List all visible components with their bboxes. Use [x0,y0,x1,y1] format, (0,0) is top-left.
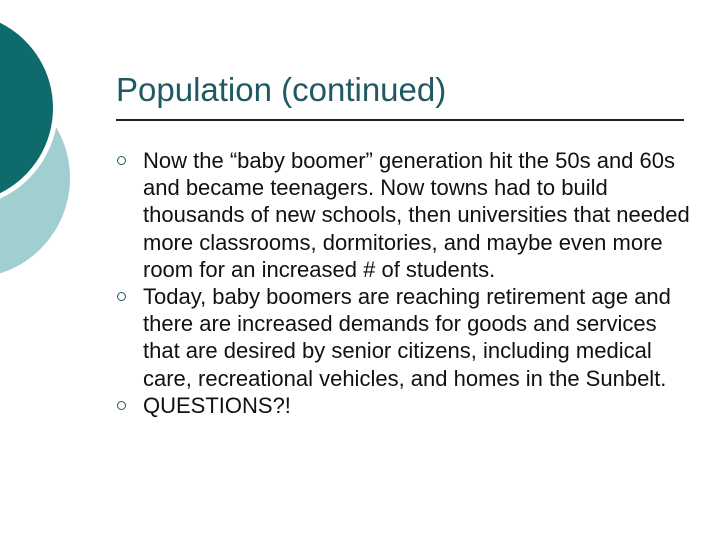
bullet-item-retirement [114,283,694,392]
title-underline [116,119,684,121]
bullet-text: Now the “baby boomer” generation hit the 50s and 60s and became teenagers. Now towns had to build thousands of new schools, then universities that needed more classrooms, dormitories, and maybe even more room for an increased # of students. [143,148,690,282]
bullet-item-questions [114,392,694,419]
bullet-list [114,147,694,419]
hollow-circle-bullet-icon [117,401,126,410]
hollow-circle-bullet-icon [117,156,126,165]
bullet-item-baby-boomers-schools [114,147,694,283]
bullet-text: QUESTIONS?! [143,392,291,418]
hollow-circle-bullet-icon [117,292,126,301]
slide-title: Population (continued) [116,71,447,108]
decorative-circles [0,0,110,300]
bullet-text: Today, baby boomers are reaching retirement age and there are increased demands for goods and services that are desired by senior citizens, including medical care, recreational vehicles, and homes in the Sunbelt. [143,284,671,391]
